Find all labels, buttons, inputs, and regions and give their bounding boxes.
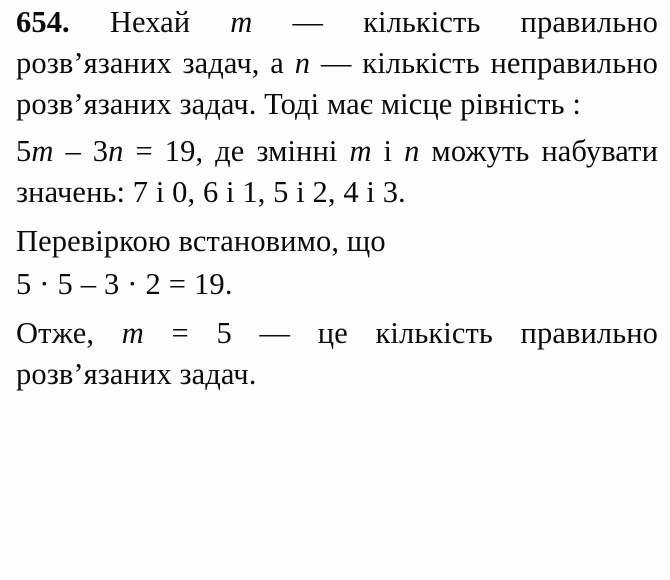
intro-text-part-3: — кількість неправильно розв’язаних задач. Тоді має місце рівність :: [16, 46, 658, 122]
values-text-part-2: і: [371, 134, 405, 169]
exercise-number: 654.: [16, 5, 70, 39]
conclusion-equation: = 5: [143, 316, 232, 351]
equation-main: 5m – 3n = 19: [16, 134, 196, 169]
intro-text-part-1: Нехай: [109, 5, 231, 39]
conclusion-text-part-1: Отже,: [16, 316, 122, 351]
variable-m-3: m: [121, 316, 144, 351]
check-equation: 5 · 5 – 3 · 2 = 19.: [16, 267, 233, 302]
paragraph-check: [16, 221, 658, 262]
variable-m-2: m: [349, 134, 372, 169]
paragraph-conclusion: [16, 313, 658, 395]
variable-m-1: m: [230, 5, 253, 39]
variable-n-1: n: [294, 46, 311, 81]
check-text: Перевіркою встановимо, що: [16, 224, 386, 259]
values-text-part-1: , де змінні: [195, 134, 350, 169]
paragraph-intro: [16, 2, 658, 125]
values-text-part-3: можуть набувати значень: 7 і 0, 6 і 1, 5 і 2, 4 і 3.: [16, 134, 659, 210]
conclusion-text-part-2: — це кількість правильно розв’язаних задач.: [16, 316, 658, 392]
variable-n-2: n: [404, 134, 420, 169]
intro-text-part-2: — кількість правильно розв’язаних задач, а: [16, 5, 658, 81]
solution-text-block: [16, 2, 658, 397]
paragraph-equation-values: [16, 131, 658, 213]
